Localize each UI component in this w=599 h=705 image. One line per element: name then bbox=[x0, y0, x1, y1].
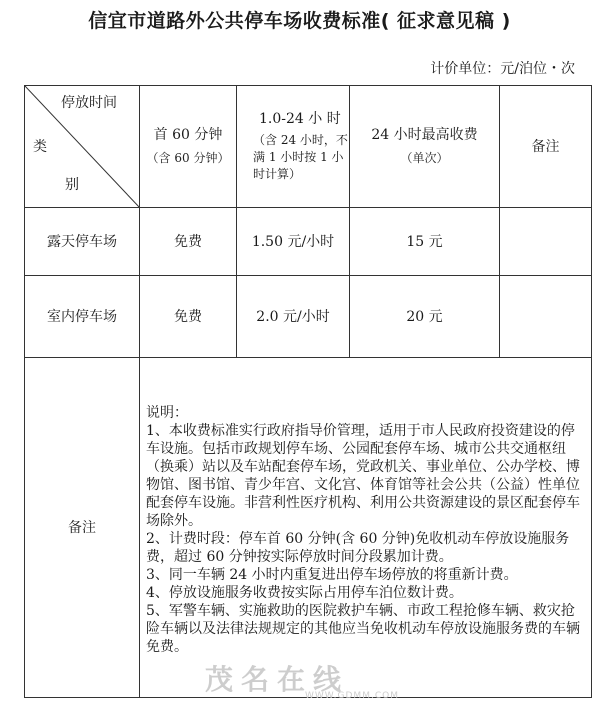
watermark bbox=[205, 658, 399, 701]
row-remark bbox=[500, 208, 592, 276]
row-remark bbox=[500, 276, 592, 358]
note-item: 4、停放设施服务收费按实际占用停车泊位数计费。 bbox=[146, 585, 463, 601]
header-hourly bbox=[237, 86, 350, 208]
header-max-label: 24 小时最高收费 bbox=[371, 127, 478, 143]
corner-header-cell bbox=[25, 86, 140, 208]
table-row bbox=[25, 276, 592, 358]
header-first60-note: （含 60 分钟） bbox=[146, 151, 230, 165]
header-category-1: 类 bbox=[33, 139, 47, 155]
header-hourly-note: （含 24 小时，不满 1 小时按 1 小时计算） bbox=[253, 133, 348, 181]
note-item: 2、计费时段：停车首 60 分钟(含 60 分钟)免收机动车停放设施服务费，超过 60 分钟按实际停放时间分段累加计费。 bbox=[146, 531, 570, 565]
header-parking-time: 停放时间 bbox=[61, 95, 117, 111]
watermark-url: WWW.GDMM.COM bbox=[305, 691, 399, 701]
header-remark: 备注 bbox=[500, 86, 592, 208]
watermark-logo-text: 茂名在线 bbox=[205, 663, 350, 696]
row-hourly: 1.50 元/小时 bbox=[237, 208, 350, 276]
notes-label: 备注 bbox=[25, 358, 140, 698]
header-first60-label: 首 60 分钟 bbox=[153, 127, 223, 143]
header-max bbox=[350, 86, 500, 208]
row-type: 露天停车场 bbox=[25, 208, 140, 276]
row-first60: 免费 bbox=[140, 276, 237, 358]
row-hourly: 2.0 元/小时 bbox=[237, 276, 350, 358]
header-category-2: 别 bbox=[65, 177, 79, 193]
note-heading: 说明： bbox=[146, 405, 188, 421]
table-row bbox=[25, 208, 592, 276]
header-first60 bbox=[140, 86, 237, 208]
notes-row bbox=[25, 358, 592, 698]
note-item: 3、同一车辆 24 小时内重复进出停车场停放的将重新计费。 bbox=[146, 567, 518, 583]
document-title: 信宜市道路外公共停车场收费标准( 征求意见稿 ) bbox=[88, 10, 511, 32]
note-item: 1、本收费标准实行政府指导价管理，适用于市人民政府投资建设的停车设施。包括市政规划停车场、公园配套停车场、城市公共交通枢纽（换乘）站以及车站配套停车场，党政机关、事业单位、公办学校、博物馆、图书馆、青少年宫、文化宫、体育馆等社会公共（公益）性单位配套停车设施。非营利性医疗机构、利用公共资源建设的景区配套停车场除外。 bbox=[146, 423, 580, 529]
row-type: 室内停车场 bbox=[25, 276, 140, 358]
table-header-row bbox=[25, 86, 592, 208]
fee-table bbox=[24, 85, 592, 698]
note-item: 5、军警车辆、实施救助的医院救护车辆、市政工程抢修车辆、救灾抢险车辆以及法律法规规定的其他应当免收机动车停放设施服务费的车辆免费。 bbox=[146, 603, 580, 655]
row-max: 15 元 bbox=[350, 208, 500, 276]
row-max: 20 元 bbox=[350, 276, 500, 358]
pricing-unit: 计价单位：元/泊位・次 bbox=[430, 61, 575, 77]
row-first60: 免费 bbox=[140, 208, 237, 276]
header-hourly-label: 1.0-24 小 时 bbox=[259, 111, 341, 127]
notes-cell bbox=[140, 358, 592, 698]
header-max-note: （单次） bbox=[400, 151, 449, 165]
